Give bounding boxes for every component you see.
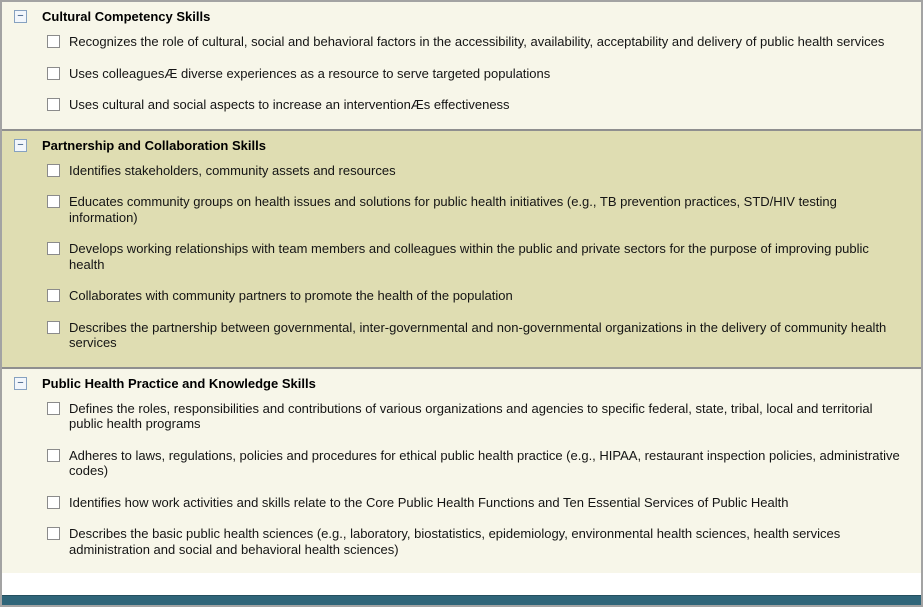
checklist-item — [47, 448, 903, 479]
item-checkbox[interactable] — [47, 98, 60, 111]
collapse-icon[interactable]: − — [14, 377, 27, 390]
checklist-item — [47, 495, 903, 511]
item-label: Defines the roles, responsibilities and contributions of various organizations and agencies to specific federal, state, tribal, local and territorial public health programs — [69, 400, 873, 431]
section-partnership-and-collaboration-skills — [2, 129, 921, 367]
checklist-item — [47, 526, 903, 557]
section-header — [14, 9, 903, 24]
section-header — [14, 138, 903, 153]
item-list — [14, 401, 903, 558]
item-checkbox[interactable] — [47, 496, 60, 509]
item-checkbox[interactable] — [47, 402, 60, 415]
item-checkbox[interactable] — [47, 242, 60, 255]
checklist-item — [47, 34, 903, 50]
item-label: Collaborates with community partners to promote the health of the population — [69, 288, 513, 303]
checklist-item — [47, 66, 903, 82]
item-label: Describes the partnership between governmental, inter-governmental and non-governmental organizations in the delivery of community health services — [69, 319, 887, 350]
checklist-item — [47, 194, 903, 225]
item-label: Educates community groups on health issues and solutions for public health initiatives (e.g., TB prevention practices, STD/HIV testing information) — [69, 194, 837, 225]
item-checkbox[interactable] — [47, 195, 60, 208]
checklist-item — [47, 401, 903, 432]
item-label: Identifies stakeholders, community assets and resources — [69, 162, 396, 178]
item-label: Uses cultural and social aspects to increase an interventionÆs effectiveness — [69, 97, 510, 112]
section-title: Partnership and Collaboration Skills — [42, 137, 266, 153]
checklist-item — [47, 320, 903, 351]
item-label: Recognizes the role of cultural, social and behavioral factors in the accessibility, availability, acceptability and delivery of public health services — [69, 34, 885, 49]
section-title: Cultural Competency Skills — [42, 9, 211, 24]
item-label: Adheres to laws, regulations, policies and procedures for ethical public health practice (e.g., HIPAA, restaurant inspection policies, administrative codes) — [69, 447, 900, 478]
checklist-item — [47, 163, 903, 179]
item-label: Identifies how work activities and skills relate to the Core Public Health Functions and Ten Essential Services of Public Health — [69, 494, 789, 510]
item-checkbox[interactable] — [47, 527, 60, 540]
checklist-item — [47, 288, 903, 304]
item-list — [14, 34, 903, 113]
item-checkbox[interactable] — [47, 289, 60, 302]
item-label: Uses colleaguesÆ diverse experiences as a resource to serve targeted populations — [69, 65, 551, 81]
item-checkbox[interactable] — [47, 321, 60, 334]
section-title: Public Health Practice and Knowledge Skills — [42, 375, 316, 391]
checklist-item — [47, 241, 903, 272]
section-public-health-practice-and-knowledge-skills — [2, 367, 921, 574]
next-section-header-bar[interactable] — [2, 595, 921, 605]
item-checkbox[interactable] — [47, 449, 60, 462]
item-list — [14, 163, 903, 351]
collapse-icon[interactable]: − — [14, 139, 27, 152]
item-label: Develops working relationships with team members and colleagues within the public and private sectors for the purpose of improving public health — [69, 241, 869, 272]
item-checkbox[interactable] — [47, 35, 60, 48]
item-checkbox[interactable] — [47, 164, 60, 177]
checklist-item — [47, 97, 903, 113]
collapse-icon[interactable]: − — [14, 10, 27, 23]
section-cultural-competency-skills — [2, 2, 921, 129]
item-label: Describes the basic public health sciences (e.g., laboratory, biostatistics, epidemiology, environmental health sciences, health services administration and social and behavioral health sciences) — [69, 526, 841, 557]
section-header — [14, 376, 903, 391]
item-checkbox[interactable] — [47, 67, 60, 80]
